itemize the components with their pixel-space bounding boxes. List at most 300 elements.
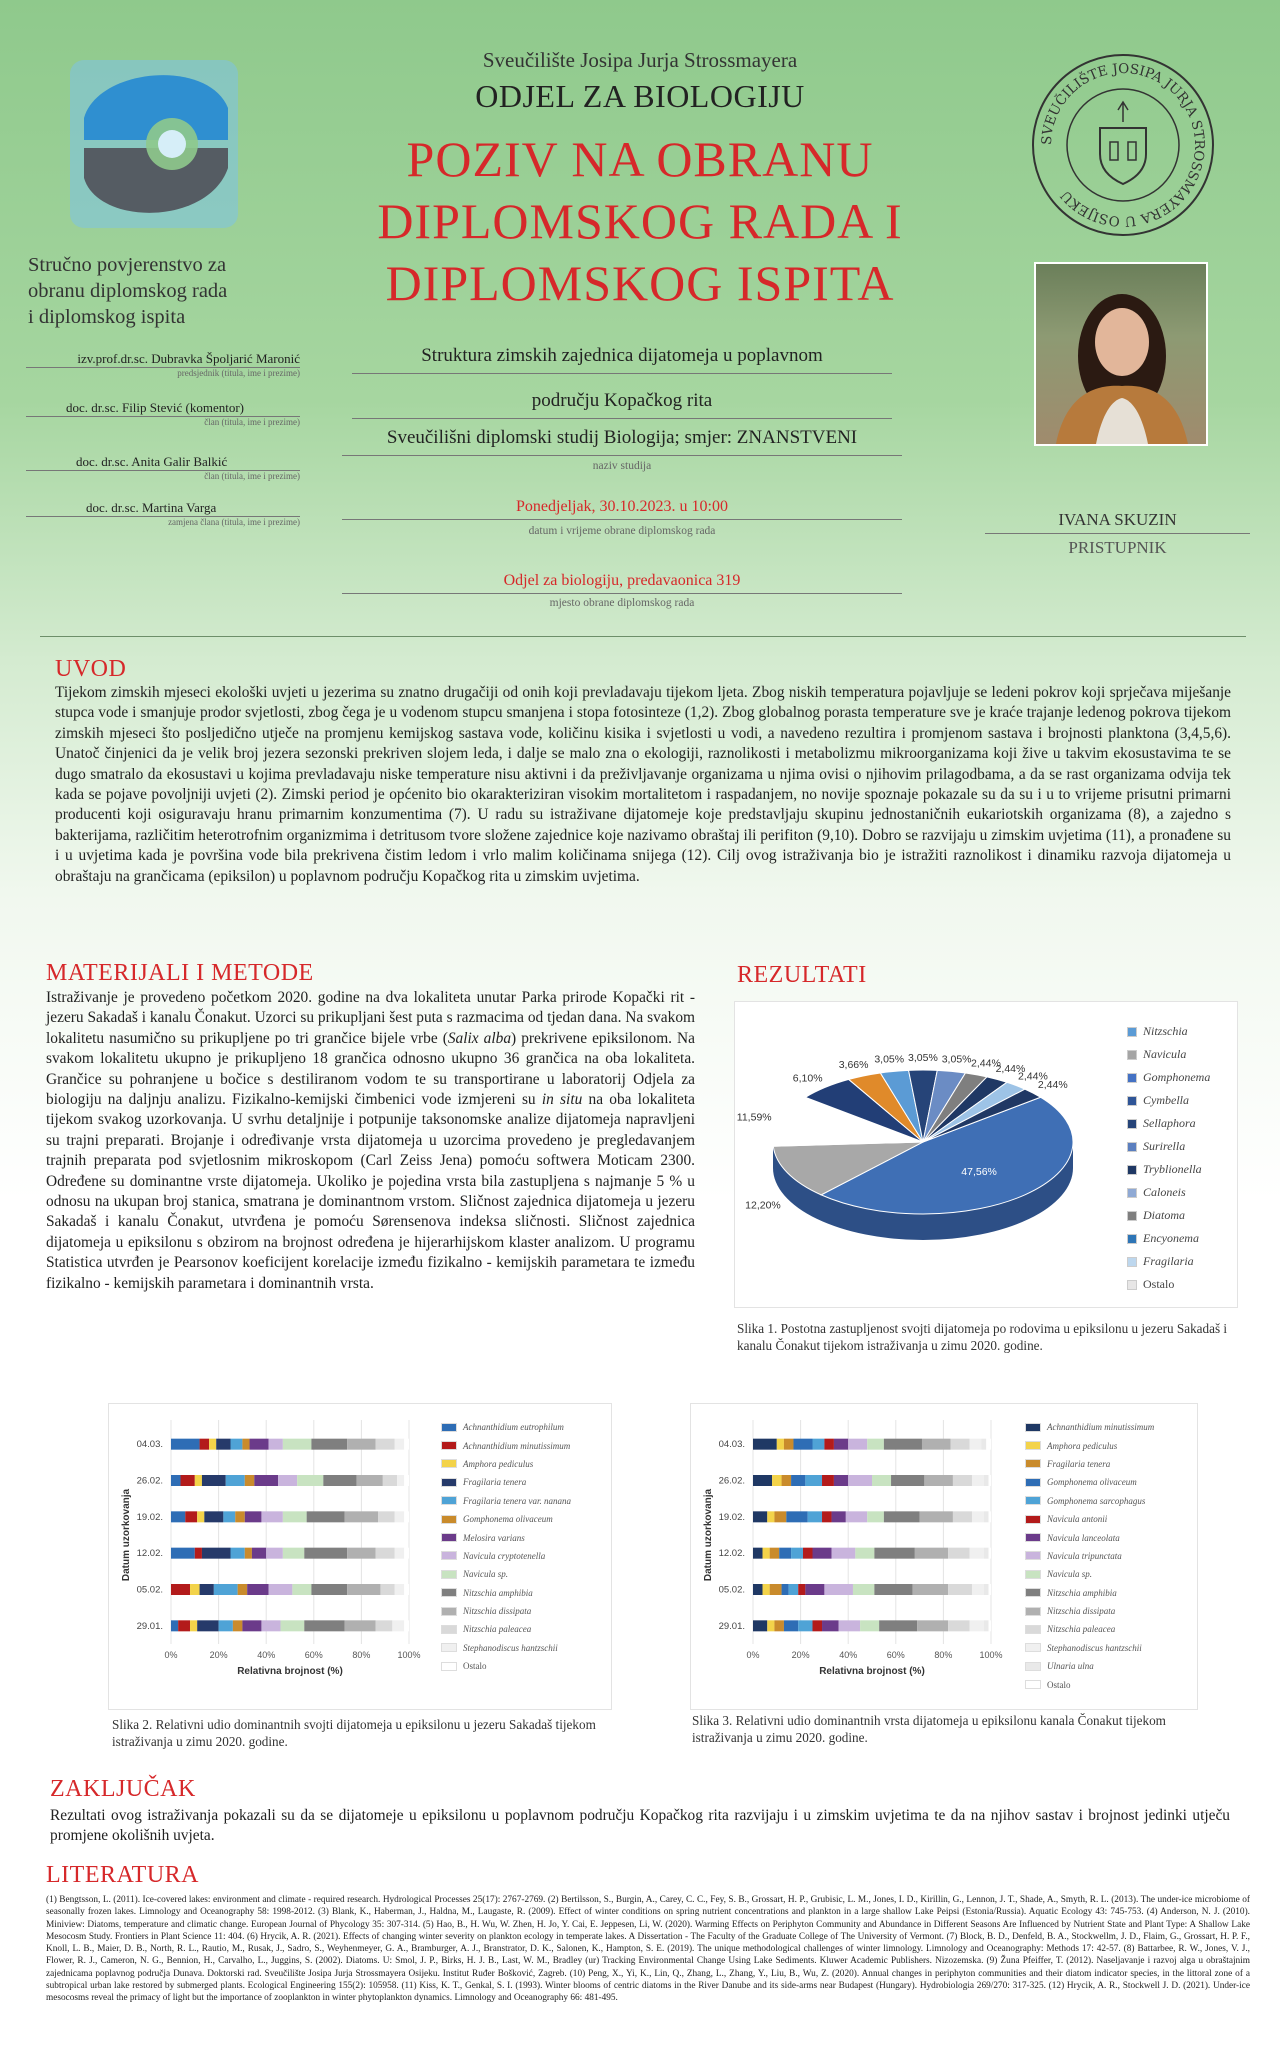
bar-legend-label: Nitzschia amphibia [463,1587,533,1598]
zakljucak-heading: ZAKLJUČAK [50,1776,196,1802]
pie-legend-swatch [1127,1096,1137,1106]
bar-legend-item [441,1455,571,1473]
bar-legend-label: Nitzschia dissipata [463,1606,532,1617]
bar-segment [789,1584,799,1595]
bar-segment [195,1548,202,1559]
bar-segment [404,1439,409,1450]
bar-segment [782,1475,792,1486]
pie-legend-item [1127,1089,1210,1112]
bar-segment [283,1439,312,1450]
bar-legend-swatch [1025,1496,1041,1505]
candidate-name: IVANA SKUZIN [985,510,1250,534]
bar-segment [767,1511,774,1522]
bar-legend-item [1025,1492,1154,1510]
bar-legend-item [1025,1584,1154,1602]
bar-segment [832,1511,846,1522]
bar-chart-conakut-legend [1025,1418,1154,1694]
bar-segment [813,1439,825,1450]
pie-legend-label: Navicula [1143,1047,1187,1061]
bar-segment [791,1475,805,1486]
bar-segment [813,1620,823,1631]
bar-legend-item [1025,1657,1154,1675]
pie-legend-swatch [1127,1142,1137,1152]
pie-legend-swatch [1127,1280,1137,1290]
bar-legend-label: Nitzschia amphibia [1047,1587,1117,1598]
bar-segment [948,1584,972,1595]
fig3-caption: Slika 3. Relativni udio dominantnih vrsta dijatomeja u epiksilonu kanala Čonakut tijekom istraživanja u zimu 2020. godine. [692,1713,1166,1745]
bar-segment [195,1475,202,1486]
bar-segment [989,1620,991,1631]
bar-legend-label: Nitzschia paleacea [463,1624,532,1635]
bar-legend-label: Navicula tripunctata [1047,1550,1122,1561]
bar-legend-label: Achnanthidium eutrophilum [463,1422,564,1433]
bar-segment [202,1548,231,1559]
bar-legend-swatch [1025,1662,1041,1671]
pie-legend-label: Surirella [1143,1139,1186,1153]
y-tick-label: 05.02. [718,1584,745,1596]
bar-segment [972,1511,984,1522]
bar-segment [304,1620,344,1631]
bar-segment [834,1439,848,1450]
bar-segment [376,1620,393,1631]
bar-legend-swatch [441,1441,457,1450]
bar-segment [171,1620,178,1631]
bar-legend-swatch [1025,1515,1041,1524]
bar-segment [345,1511,378,1522]
bar-segment [245,1548,252,1559]
bar-segment [185,1511,197,1522]
bar-segment [231,1548,245,1559]
bar-segment [834,1475,848,1486]
bar-segment [953,1475,972,1486]
bar-segment [753,1511,767,1522]
pie-legend-label: Gomphonema [1143,1070,1211,1084]
bar-segment [404,1584,409,1595]
header-divider [40,636,1246,637]
bar-segment [879,1620,917,1631]
bar-segment [989,1475,991,1486]
bar-legend-label: Ulnaria ulna [1047,1661,1094,1672]
pie-legend-item [1127,1273,1210,1296]
bar-legend-swatch [1025,1459,1041,1468]
x-axis-label: Relativna brojnost (%) [237,1666,343,1677]
pie-legend-item [1127,1250,1210,1273]
bar-segment [970,1620,984,1631]
x-axis-label: Relativna brojnost (%) [819,1666,925,1677]
bar-segment [793,1439,812,1450]
bar-legend-item [1025,1455,1154,1473]
bar-segment [970,1439,982,1450]
bar-segment [200,1439,210,1450]
bar-segment [395,1584,405,1595]
bar-segment [884,1439,922,1450]
committee-member [26,500,300,527]
bar-segment [779,1548,791,1559]
bar-segment [915,1548,948,1559]
bar-segment [395,1548,405,1559]
bar-segment [395,1439,405,1450]
bar-legend-item [441,1436,571,1454]
y-tick-label: 26.02. [136,1475,163,1487]
bar-chart-conakut-figure [690,1403,1198,1710]
bar-segment [753,1620,767,1631]
bar-segment [323,1475,356,1486]
university-name: Sveučilište Josipa Jurja Strossmayera [482,48,798,72]
bar-segment [311,1439,347,1450]
y-tick-label: 26.02. [718,1475,745,1487]
bar-legend-item [441,1657,571,1675]
committee-member-name: doc. dr.sc. Filip Stević (komentor) [26,400,300,417]
bar-legend-item [441,1492,571,1510]
bar-segment [784,1439,794,1450]
pie-chart-figure [734,1001,1238,1308]
bar-legend-label: Nitzschia paleacea [1047,1624,1116,1635]
bar-segment [404,1620,409,1631]
bar-legend-label: Amphora pediculus [463,1458,534,1469]
bar-legend-label: Navicula lanceolata [1047,1532,1120,1543]
bar-segment [917,1620,948,1631]
pie-legend-swatch [1127,1188,1137,1198]
bar-legend-item [1025,1675,1154,1693]
y-tick-label: 12.02. [718,1548,745,1560]
pie-legend-item [1127,1227,1210,1250]
bar-segment [874,1548,914,1559]
pie-legend-label: Ostalo [1143,1277,1175,1291]
bar-legend-swatch [1025,1441,1041,1450]
bar-segment [986,1439,991,1450]
committee-heading [28,252,308,330]
bar-segment [984,1548,989,1559]
bar-legend-swatch [441,1459,457,1468]
bar-segment [922,1439,951,1450]
bar-segment [392,1620,404,1631]
university-seal [1028,50,1218,240]
bar-segment [376,1548,395,1559]
bar-segment [872,1475,891,1486]
bar-segment [283,1548,304,1559]
pie-value-label: 2,44% [1037,1079,1068,1092]
x-tick-label: 0% [746,1650,760,1660]
bar-segment [989,1584,991,1595]
x-tick-label: 60% [304,1650,323,1660]
bar-legend-label: Fragilaria tenera [463,1477,527,1488]
bar-segment [347,1548,376,1559]
bar-segment [774,1620,784,1631]
bar-segment [805,1475,822,1486]
bar-segment [376,1439,395,1450]
pie-legend-swatch [1127,1211,1137,1221]
bar-legend-label: Navicula sp. [1047,1569,1092,1580]
y-tick-label: 04.03. [718,1439,745,1451]
committee-member-name: doc. dr.sc. Anita Galir Balkić [26,454,300,471]
bar-segment [803,1548,813,1559]
bar-segment [278,1475,297,1486]
bar-segment [786,1511,807,1522]
x-tick-label: 80% [934,1650,953,1660]
committee-member-role: član (titula, ime i prezime) [204,417,300,427]
bar-legend-swatch [441,1478,457,1487]
bar-segment [891,1475,924,1486]
pie-value-label: 3,05% [908,1052,938,1065]
bar-segment [233,1620,243,1631]
pie-legend-label: Nitzschia [1143,1024,1188,1038]
bar-legend-swatch [1025,1423,1041,1432]
study-caption: naziv studija [592,460,652,472]
bar-segment [770,1584,782,1595]
pie-legend-label: Fragilaria [1143,1254,1194,1268]
bar-segment [283,1511,307,1522]
bar-segment [311,1584,347,1595]
bar-legend-item [1025,1436,1154,1454]
x-tick-label: 60% [886,1650,905,1660]
bar-segment [989,1548,991,1559]
bar-segment [395,1511,405,1522]
bar-legend-label: Gomphonema olivaceum [1047,1477,1137,1488]
bar-legend-item [441,1510,571,1528]
bar-segment [822,1511,832,1522]
bar-segment [763,1548,770,1559]
bar-legend-item [1025,1528,1154,1546]
bar-legend-item [441,1584,571,1602]
literatura-heading: LITERATURA [46,1862,199,1888]
metode-heading: MATERIJALI I METODE [46,960,314,986]
committee-member [26,400,300,427]
bar-segment [280,1620,304,1631]
bar-segment [832,1548,856,1559]
pie-value-label: 2,44% [1018,1070,1048,1083]
x-tick-label: 40% [839,1650,858,1660]
bar-legend-item [441,1565,571,1583]
bar-legend-label: Gomphonema sarcophagus [1047,1495,1146,1506]
bar-segment [798,1620,812,1631]
bar-legend-swatch [441,1533,457,1542]
bar-segment [347,1584,380,1595]
defense-datetime: Ponedjeljak, 30.10.2023. u 10:00 [342,498,902,520]
seal-text: SVEUČILIŠTE JOSIPA JURJA STROSSMAYERA U OSIJEKU [1038,60,1208,230]
candidate-label: PRISTUPNIK [1068,538,1167,557]
bar-legend-swatch [1025,1643,1041,1652]
bar-legend-item [1025,1602,1154,1620]
bar-segment [770,1548,780,1559]
bar-segment [920,1511,953,1522]
y-tick-label: 04.03. [136,1439,163,1451]
x-tick-label: 100% [979,1650,1003,1660]
bar-segment [404,1511,409,1522]
pie-value-label: 6,10% [792,1072,823,1085]
bar-segment [261,1620,280,1631]
committee-heading-line-1: Stručno povjerenstvo za [28,254,227,276]
committee-heading-line-3: i diplomskog ispita [28,306,186,328]
literatura-text: (1) Bengtsson, L. (2011). Ice-covered lakes: environment and climate - required research. Hydrological Processes 25(17): 2767-2769. (2) Bertilsson, S., Burgin, A., Carey, C. C., Fey, S. B., Grossart, H. P., Grubisic, L. M., Jones, I. D., Kirillin, G., Lennon, J. T., Shade, A., Smyth, R. L. (2013). The under-ice microbiome of seasonally frozen lakes. Limnology and Oceanography 58: 1998-2012. (3) Blank, K., Haberman, J., Haldna, M., Laugaste, R. (2009). Effect of winter conditions on spring nutrient concentrations and plankton in a large shallow Lake Peipsi (Estonia/Russia). Aquatic Ecology 43: 745-753. (4) Anderson, N. J. (2010). Miniview: Diatoms, temperature and climatic change. European Journal of Phycology 35: 307-314. (5) Hao, B., H. Wu, W. Zhen, H. Jo, Y. Cai, E. Jeppesen, Li, W. (2020). Warming Effects on Periphyton Community and Abundance in Different Seasons Are Influenced by Nutrient State and Plant Type: A Shallow Lake Mesocosm Study. Frontiers in Plant Science 11: 404. (6) Hrycik, A. R. (2021). Effects of changing winter severity on plankton ecology in temperate lakes. A Dissertation - The Faculty of the Graduate College of The University of Vermont. (7) Block, B. D., Denfeld, B. A., Stockwellm, J. D., Flaim, G., Grossart, H. P. F., Knoll, L. B., Maier, D. B., North, R. L., Rautio, M., Rusak, J., Sadro, S., Weyhenmeyer, G. A., Bramburger, A. J., Branstrator, D. K., Salonen, K., Hampton, S. E. (2019). The unique methodological challenges of winter limnology. Limnology and Oceanography: Methods 17: 42-57. (8) Battarbee, R. W., Jones, V. J., Flower, R. J., Cameron, N. G., Bennion, H., Carvalho, L., Juggins, S. (2002). Diatoms. U: Smol, J. P., Birks, H. J. B., Last, W. M., Bradley (ur) Tracking Environmental Change Using Lake Sediments. Kluwer Academic Publishers. Nizozemska. (9) Žuna Pfeiffer, T. (2012). Naseljavanje i razvoj alga u obraštajnim zajednicama poplavnog područja Dunava. Doktorski rad. Sveučilište Josipa Jurja Strossmayera Osijeku. Institut Ruđer Bošković, Zagreb. (10) Peng, X., Yi, K., Lin, Q., Zhang, L., Zhang, Y., Liu, B., Wu, Z. (2020). Annual changes in periphyton communities and their diatom indicator species, in the littoral zone of a subtropical urban lake restored by submerged plants. Ecological Engineering 155(2): 105958. (11) Kiss, K. T., Genkal, S. I. (1993). Winter blooms of centric diatoms in the River Danube and its side-arms near Budapest (Hungary). Hydrobiologia 269/270: 317-325. (12) Hrycik, A. R., Stockwell J. D. (2021). Under-ice mesocosms reveal the primacy of light but the importance of zooplankton in winter phytoplankton dynamics. Limnology and Oceanography 66: 481-495. [46,1895,1250,2004]
bar-segment [777,1439,784,1450]
bar-legend-swatch [441,1625,457,1634]
bar-segment [197,1620,218,1631]
invitation-title [300,128,980,314]
pie-legend-swatch [1127,1073,1137,1083]
bar-legend-label: Navicula cryptotenella [463,1550,546,1561]
pie-value-label: 3,66% [838,1058,869,1071]
bar-legend-label: Ostalo [463,1661,487,1672]
bar-segment [808,1511,822,1522]
pie-legend-label: Diatoma [1143,1208,1185,1222]
pie-value-label: 12,20% [745,1199,781,1212]
defense-place: Odjel za biologiju, predavaonica 319 [342,572,902,594]
bar-legend-label: Navicula antonii [1047,1514,1108,1525]
bar-legend-item [1025,1418,1154,1436]
bar-segment [855,1548,874,1559]
bar-segment [805,1584,824,1595]
bar-segment [238,1584,248,1595]
bar-legend-swatch [441,1662,457,1671]
bar-segment [767,1620,774,1631]
pie-value-label: 3,05% [941,1053,972,1066]
bar-legend-swatch [1025,1625,1041,1634]
bar-segment [245,1511,262,1522]
bar-segment [292,1584,311,1595]
bar-legend-swatch [441,1588,457,1597]
bar-segment [245,1475,255,1486]
bar-segment [972,1584,984,1595]
pie-legend-item [1127,1043,1210,1066]
bar-segment [791,1548,803,1559]
bar-chart-sakadas-figure [108,1403,612,1710]
bar-legend-swatch [1025,1478,1041,1487]
x-tick-label: 100% [397,1650,421,1660]
pie-legend-swatch [1127,1027,1137,1037]
bar-segment [824,1584,853,1595]
rezultati-heading: REZULTATI [737,962,867,988]
bar-segment [772,1475,782,1486]
bar-legend-item [441,1602,571,1620]
bar-segment [219,1620,233,1631]
bar-legend-item [1025,1473,1154,1491]
bar-segment [247,1584,268,1595]
bar-segment [204,1511,223,1522]
committee-member [26,351,300,378]
bar-segment [226,1475,245,1486]
bar-legend-item [1025,1510,1154,1528]
y-tick-label: 29.01. [136,1620,163,1632]
defense-place-caption: mjesto obrane diplomskog rada [549,597,695,609]
bar-chart-sakadas [109,1404,429,1709]
bar-legend-item [441,1418,571,1436]
bar-segment [269,1439,283,1450]
study-name: Sveučilišni diplomski studij Biologija; smjer: ZNANSTVENI [342,427,902,456]
bar-legend-item [441,1620,571,1638]
bar-segment [813,1548,832,1559]
bar-segment [383,1475,397,1486]
department-name: ODJEL ZA BIOLOGIJU [475,78,805,114]
bar-segment [989,1511,991,1522]
bar-segment [822,1620,839,1631]
bar-segment [846,1511,867,1522]
bar-segment [984,1584,989,1595]
bar-segment [252,1548,266,1559]
x-tick-label: 20% [791,1650,810,1660]
bar-segment [380,1584,394,1595]
bar-segment [171,1584,190,1595]
bar-segment [171,1439,200,1450]
bar-segment [190,1620,197,1631]
bar-legend-label: Ostalo [1047,1679,1071,1690]
bar-segment [347,1439,376,1450]
bar-segment [190,1584,200,1595]
bar-legend-swatch [1025,1533,1041,1542]
bar-legend-swatch [441,1515,457,1524]
bar-segment [378,1511,395,1522]
bar-legend-swatch [1025,1551,1041,1560]
bar-segment [266,1548,283,1559]
x-tick-label: 20% [209,1650,228,1660]
pie-legend-item [1127,1204,1210,1227]
pie-legend-item [1127,1181,1210,1204]
bar-segment [357,1475,383,1486]
bar-legend-label: Nitzschia dissipata [1047,1606,1116,1617]
bar-legend-swatch [441,1643,457,1652]
committee-member-name: izv.prof.dr.sc. Dubravka Špoljarić Maronić [26,351,300,368]
pie-legend-item [1127,1112,1210,1135]
x-tick-label: 40% [257,1650,276,1660]
bar-segment [235,1511,245,1522]
bar-segment [839,1620,860,1631]
defense-datetime-caption: datum i vrijeme obrane diplomskog rada [528,525,716,537]
bar-legend-swatch [441,1551,457,1560]
bar-segment [404,1475,409,1486]
bar-legend-swatch [1025,1680,1041,1689]
committee-member-role: zamjena člana (titula, ime i prezime) [168,517,300,527]
bar-segment [254,1475,278,1486]
bar-segment [853,1584,874,1595]
bar-segment [753,1548,763,1559]
zakljucak-text: Rezultati ovog istraživanja pokazali su da se dijatomeje u epiksilonu u poplavnom području Kopačkog rita razvijaju i u zimskim uvjetima te da na njihov sastav i brojnost jedinki utječu promjene okolišnih uvjeta. [50,1807,1230,1845]
pie-legend [1127,1020,1210,1296]
bar-legend-swatch [1025,1607,1041,1616]
bar-legend-label: Melosira varians [463,1532,525,1543]
bar-segment [798,1584,805,1595]
y-tick-label: 29.01. [718,1620,745,1632]
bar-segment [202,1475,226,1486]
bar-legend-label: Navicula sp. [463,1569,508,1580]
bar-segment [784,1620,798,1631]
bar-segment [242,1620,261,1631]
pie-legend-swatch [1127,1119,1137,1129]
pie-legend-swatch [1127,1257,1137,1267]
bar-segment [984,1511,989,1522]
bar-segment [984,1475,989,1486]
uvod-heading: UVOD [55,656,127,682]
bar-segment [848,1475,872,1486]
y-axis-label: Datum uzorkovanja [703,1488,714,1582]
bar-segment [404,1548,409,1559]
bar-segment [753,1475,772,1486]
pie-chart [735,1002,1095,1307]
pie-legend-item [1127,1066,1210,1089]
bar-legend-item [1025,1639,1154,1657]
bar-legend-label: Achnanthidium minutissimum [1047,1422,1155,1433]
bar-chart-conakut [691,1404,1013,1709]
bar-legend-swatch [1025,1570,1041,1579]
committee-member [26,454,300,481]
pie-legend-swatch [1127,1050,1137,1060]
bar-segment [848,1439,867,1450]
bar-segment [970,1548,984,1559]
invitation-title-line-3: DIPLOMSKOG ISPITA [385,255,895,311]
bar-segment [181,1475,195,1486]
bar-segment [822,1475,834,1486]
bar-segment [397,1475,404,1486]
bar-segment [948,1620,969,1631]
bar-legend-label: Achnanthidium minutissimum [463,1440,571,1451]
